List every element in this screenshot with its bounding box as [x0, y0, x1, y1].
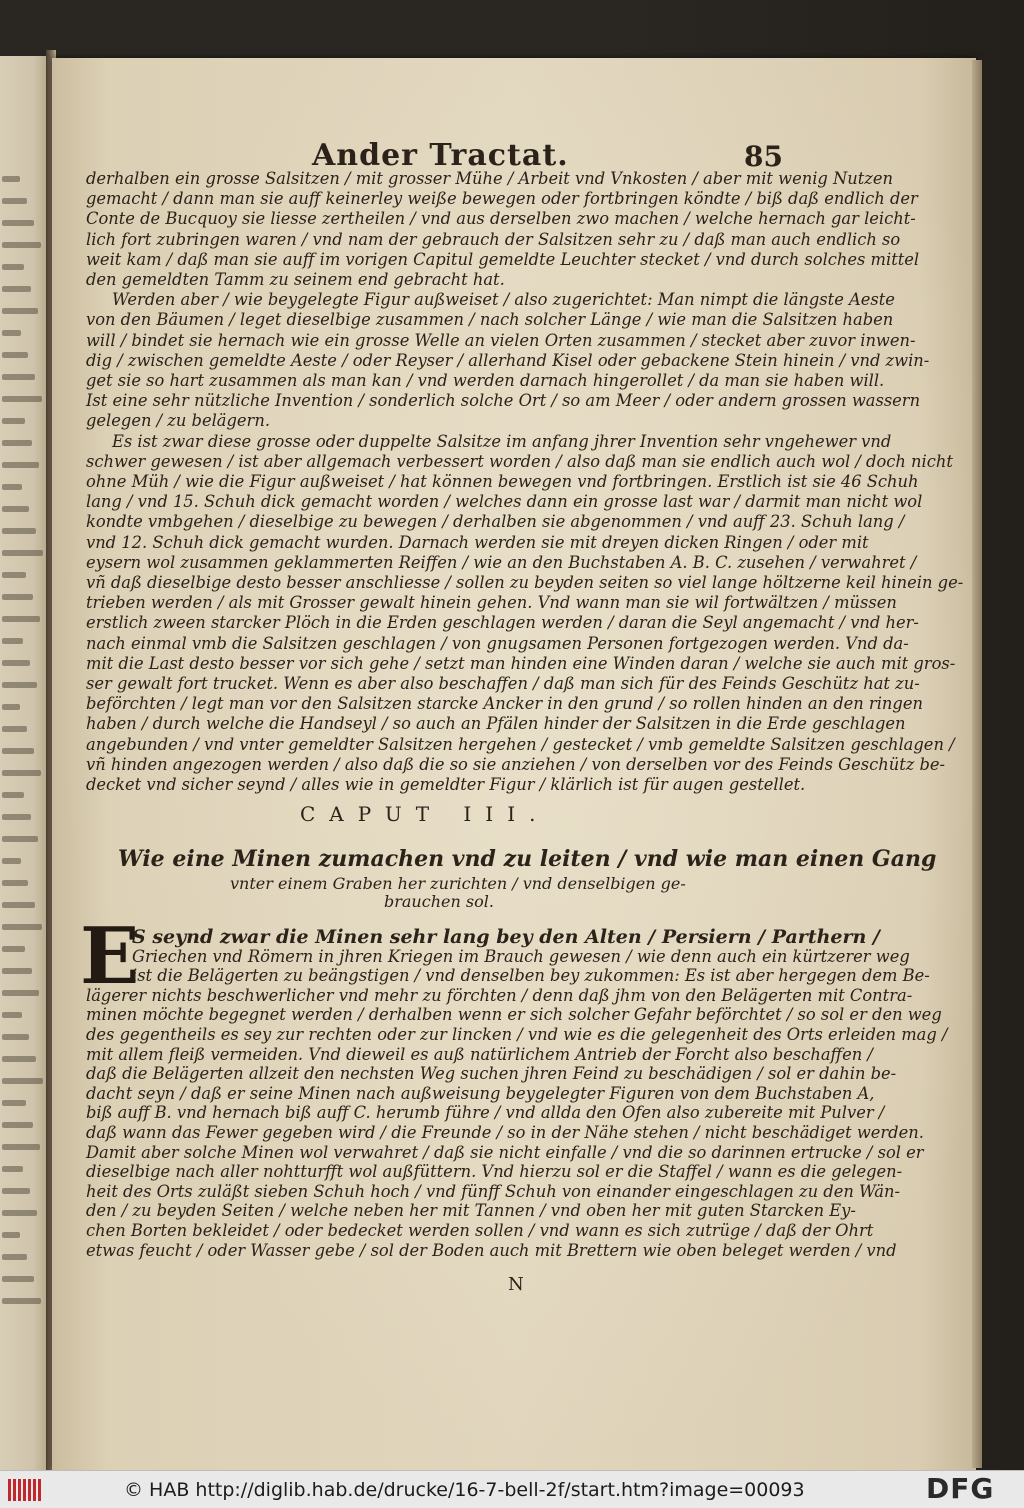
text-line: Werden aber / wie beygelegte Figur außweiset / also zugerichtet: Man nimpt die längste Aeste [112, 290, 895, 310]
text-line: kondte vmbgehen / dieselbige zu bewegen / derhalben sie abgenommen / vnd auff 23. Schuh lang / [86, 512, 905, 532]
text-line: daß wann das Fewer gegeben wird / die Freunde / so in der Nähe stehen / nicht beschädiget werden. [86, 1123, 924, 1142]
text-line: erstlich zween starcker Plöch in die Erden geschlagen werden / daran die Seyl angemacht / vnd her- [86, 613, 919, 633]
facing-page-text-fragment [2, 286, 31, 292]
text-line: vnd 12. Schuh dick gemacht wurden. Darnach werden sie mit dreyen dicken Ringen / oder mit [86, 532, 869, 552]
facing-page-text-fragment [2, 814, 31, 820]
facing-page-text-fragment [2, 858, 21, 864]
chapter-heading-line-1: Wie eine Minen zumachen vnd zu leiten / vnd wie man einen Gang [118, 846, 937, 872]
facing-page-text-fragment [2, 1100, 26, 1106]
text-line: weit kam / daß man sie auff im vorigen Capitul gemeldte Leuchter stecket / vnd durch solches mittel [86, 249, 920, 269]
facing-page-text-fragment [2, 1056, 36, 1062]
facing-page-text-fragment [2, 264, 24, 270]
facing-page-text-fragment [2, 352, 28, 358]
footer-bar [0, 1470, 1024, 1508]
facing-page-text-fragment [2, 308, 38, 314]
text-line: trieben werden / als mit Grosser gewalt hinein gehen. Vnd wann man sie wil fortwältzen / müssen [86, 593, 897, 613]
facing-page-text-fragment [2, 770, 41, 776]
text-line: Griechen vnd Römern in jhren Kriegen im Brauch gewesen / wie denn auch ein kürtzerer weg [132, 946, 910, 966]
text-line: chen Borten bekleidet / oder bedecket werden sollen / vnd wann es sich zutrüge / daß der Ohrt [86, 1221, 874, 1240]
text-line: gelegen / zu belägern. [86, 411, 270, 431]
text-line: get sie so hart zusammen als man kan / vnd werden darnach hingerollet / da man sie haben will. [86, 371, 885, 390]
facing-page-text-fragment [2, 440, 32, 446]
page-number: 85 [744, 140, 783, 173]
text-line: heit des Orts zuläßt sieben Schuh hoch / vnd fünff Schuh von einander eingeschlagen zu den Wän- [86, 1181, 900, 1201]
facing-page-text-fragment [2, 682, 37, 688]
facing-page-text-fragment [2, 1188, 30, 1194]
text-line: eysern wol zusammen geklammerten Reiffen / wie an den Buchstaben A. B. C. zusehen / verwahret / [86, 552, 917, 572]
text-line: S seynd zwar die Minen sehr lang bey den Alten / Persiern / Parthern / [132, 926, 880, 948]
facing-page-text-fragment [2, 418, 25, 424]
facing-page-text-fragment [2, 902, 35, 908]
text-line: biß auff B. vnd hernach biß auff C. herumb führe / vnd allda den Ofen also zubereite mit Pulver / [86, 1103, 885, 1123]
facing-page-text-fragment [2, 594, 33, 600]
text-line: haben / durch welche die Handseyl / so auch an Pfälen hinder der Salsitzen in die Erde geschlagen [86, 714, 906, 734]
text-line: vñ hinden angezogen werden / also daß die so sie anziehen / von derselben vor des Feinds Geschütz be- [86, 754, 946, 774]
text-line: daß die Belägerten allzeit den nechsten Weg suchen jhren Feind zu beschädigen / sol er dahin be- [86, 1064, 897, 1084]
facing-page-text-fragment [2, 396, 42, 402]
facing-page-text-fragment [2, 990, 39, 996]
text-line: dig / zwischen gemeldte Aeste / oder Reyser / allerhand Kisel oder gebackene Stein hinein / vnd zwin- [86, 350, 930, 370]
chapter-heading-line-3: brauchen sol. [384, 892, 494, 911]
facing-page-text-fragment [2, 726, 27, 732]
text-line: ser gewalt fort trucket. Wenn es aber also beschaffen / daß man sich für des Feinds Geschütz hat zu- [86, 674, 920, 693]
facing-page-text-fragment [2, 242, 41, 248]
facing-page-text-fragment [2, 1166, 23, 1172]
facing-page-text-fragment [2, 924, 42, 930]
facing-page-text-fragment [2, 220, 34, 226]
facing-page-text-fragment [2, 1298, 41, 1304]
facing-page-text-fragment [2, 572, 26, 578]
text-line: Conte de Bucquoy sie liesse zertheilen / vnd aus derselben zwo machen / welche hernach gar leicht- [86, 209, 916, 229]
text-line: will / bindet sie hernach wie ein grosse Welle an vielen Orten zusammen / stecket aber zuvor inwen- [86, 330, 916, 350]
facing-page-text-fragment [2, 968, 32, 974]
text-line: dieselbige nach aller nohtturfft wol außfüttern. Vnd hierzu sol er die Staffel / wann es die gelegen- [86, 1162, 903, 1182]
text-line: nach einmal vmb die Salsitzen geschlagen / von gnugsamen Personen fortgezogen werden. Vnd da- [86, 633, 909, 653]
text-line: ist die Belägerten zu beängstigen / vnd denselben bey zukommen: Es ist aber hergegen dem Be- [132, 966, 930, 986]
text-line: ohne Müh / wie die Figur außweiset / hat können bewegen vnd fortbringen. Erstlich ist sie 46 Schuh [86, 472, 919, 491]
text-line: lang / vnd 15. Schuh dick gemacht worden / welches dann ein grosse last war / darmit man nicht wol [86, 492, 923, 512]
text-line: angebunden / vnd vnter gemeldter Salsitzen hergehen / gestecket / vmb gemeldte Salsitzen geschlagen / [86, 734, 955, 754]
text-line: vñ daß dieselbige desto besser anschliesse / sollen zu beyden seiten so viel lange höltzerne keil hinein ge- [86, 573, 964, 592]
facing-page-text-fragment [2, 550, 43, 556]
text-line: Damit aber solche Minen wol verwahret / daß sie nicht einfalle / vnd die so darinnen ertrucke / sol er [86, 1142, 924, 1162]
chapter-heading-line-2: vnter einem Graben her zurichten / vnd denselbigen ge- [230, 874, 686, 893]
text-line: gemacht / dann man sie auff keinerley weiße bewegen oder fortbringen köndte / biß daß endlich der [86, 189, 918, 209]
decorated-initial: E [80, 911, 140, 1002]
text-line: lägerer nichts beschwerlicher vnd mehr zu förchten / denn daß jhm von den Belägerten mit Contra- [86, 985, 913, 1005]
hab-logo-icon [8, 1479, 42, 1501]
text-line: derhalben ein grosse Salsitzen / mit grosser Mühe / Arbeit vnd Vnkosten / aber mit wenig Nutzen [86, 169, 893, 188]
facing-page-text-fragment [2, 198, 27, 204]
facing-page-text-fragment [2, 484, 22, 490]
facing-page-text-fragment [2, 1034, 29, 1040]
facing-page-text-fragment [2, 528, 36, 534]
text-line: den gemeldten Tamm zu seinem end gebracht hat. [86, 270, 505, 289]
facing-page-text-fragment [2, 880, 28, 886]
facing-page-text-fragment [2, 1254, 27, 1260]
running-head: Ander Tractat. [312, 138, 569, 173]
facing-page-text-fragment [2, 638, 23, 644]
text-line: etwas feucht / oder Wasser gebe / sol der Boden auch mit Brettern wie oben beleget werden / vnd [86, 1240, 897, 1260]
text-line: mit die Last desto besser vor sich gehe / setzt man hinden eine Winden daran / welche sie auch mit gros- [86, 653, 956, 673]
facing-page-text-fragment [2, 1012, 22, 1018]
page-edge [972, 60, 982, 1468]
facing-page-text-fragment [2, 792, 24, 798]
text-line: mit allem fleiß vermeiden. Vnd dieweil es auß natürlichem Antrieb der Forcht also beschaffen / [86, 1044, 873, 1064]
text-line: lich fort zubringen waren / vnd nam der gebrauch der Salsitzen sehr zu / daß man auch endlich so [86, 229, 901, 249]
chapter-label: CAPUT III. [300, 802, 550, 826]
text-line: des gegentheils es sey zur rechten oder zur lincken / vnd wie es die gelegenheit des Orts erleiden mag / [86, 1025, 948, 1044]
facing-page-text-fragment [2, 1232, 20, 1238]
facing-page-text-fragment [2, 330, 21, 336]
text-line: den / zu beyden Seiten / welche neben her mit Tannen / vnd oben her mit guten Starcken Ey- [86, 1201, 856, 1221]
text-line: schwer gewesen / ist aber allgemach verbessert worden / also daß man sie endlich auch wol / doch nicht [86, 451, 953, 471]
text-line: decket vnd sicher seynd / alles wie in gemeldter Figur / klärlich ist für augen gestellet. [86, 775, 806, 794]
facing-page-text-fragment [2, 462, 39, 468]
copyright-link[interactable]: © HAB http://diglib.hab.de/drucke/16-7-bell-2f/start.htm?image=00093 [124, 1479, 805, 1501]
facing-page-text-fragment [2, 660, 30, 666]
facing-page-text-fragment [2, 1078, 43, 1084]
facing-page-text-fragment [2, 1122, 33, 1128]
facing-page-text-fragment [2, 1144, 40, 1150]
facing-page-text-fragment [2, 946, 25, 952]
text-line: Es ist zwar diese grosse oder duppelte Salsitze im anfang jhrer Invention sehr vngehewer vnd [112, 431, 892, 451]
facing-page-text-fragment [2, 704, 20, 710]
facing-page-text-fragment [2, 836, 38, 842]
facing-page-text-fragment [2, 1276, 34, 1282]
facing-page-text-fragment [2, 1210, 37, 1216]
signature-mark: N [508, 1274, 524, 1295]
text-line: von den Bäumen / leget dieselbige zusammen / nach solcher Länge / wie man die Salsitzen haben [86, 310, 894, 330]
text-line: dacht seyn / daß er seine Minen nach außweisung beygelegter Figuren von dem Buchstaben A, [86, 1083, 875, 1103]
facing-page-text-fragment [2, 374, 35, 380]
facing-page-text-fragment [2, 506, 29, 512]
dfg-logo: DFG [926, 1472, 995, 1505]
left-facing-page [0, 56, 48, 1470]
text-line: Ist eine sehr nützliche Invention / sonderlich solche Ort / so am Meer / oder andern grossen wassern [86, 391, 921, 411]
facing-page-text-fragment [2, 616, 40, 622]
text-line: beförchten / legt man vor den Salsitzen starcke Ancker in den grund / so rollen hinden an den ringen [86, 694, 923, 714]
facing-page-text-fragment [2, 176, 20, 182]
facing-page-text-fragment [2, 748, 34, 754]
text-line: minen möchte begegnet werden / derhalben wenn er sich solcher Gefahr beförchtet / so sol er den weg [86, 1005, 942, 1025]
